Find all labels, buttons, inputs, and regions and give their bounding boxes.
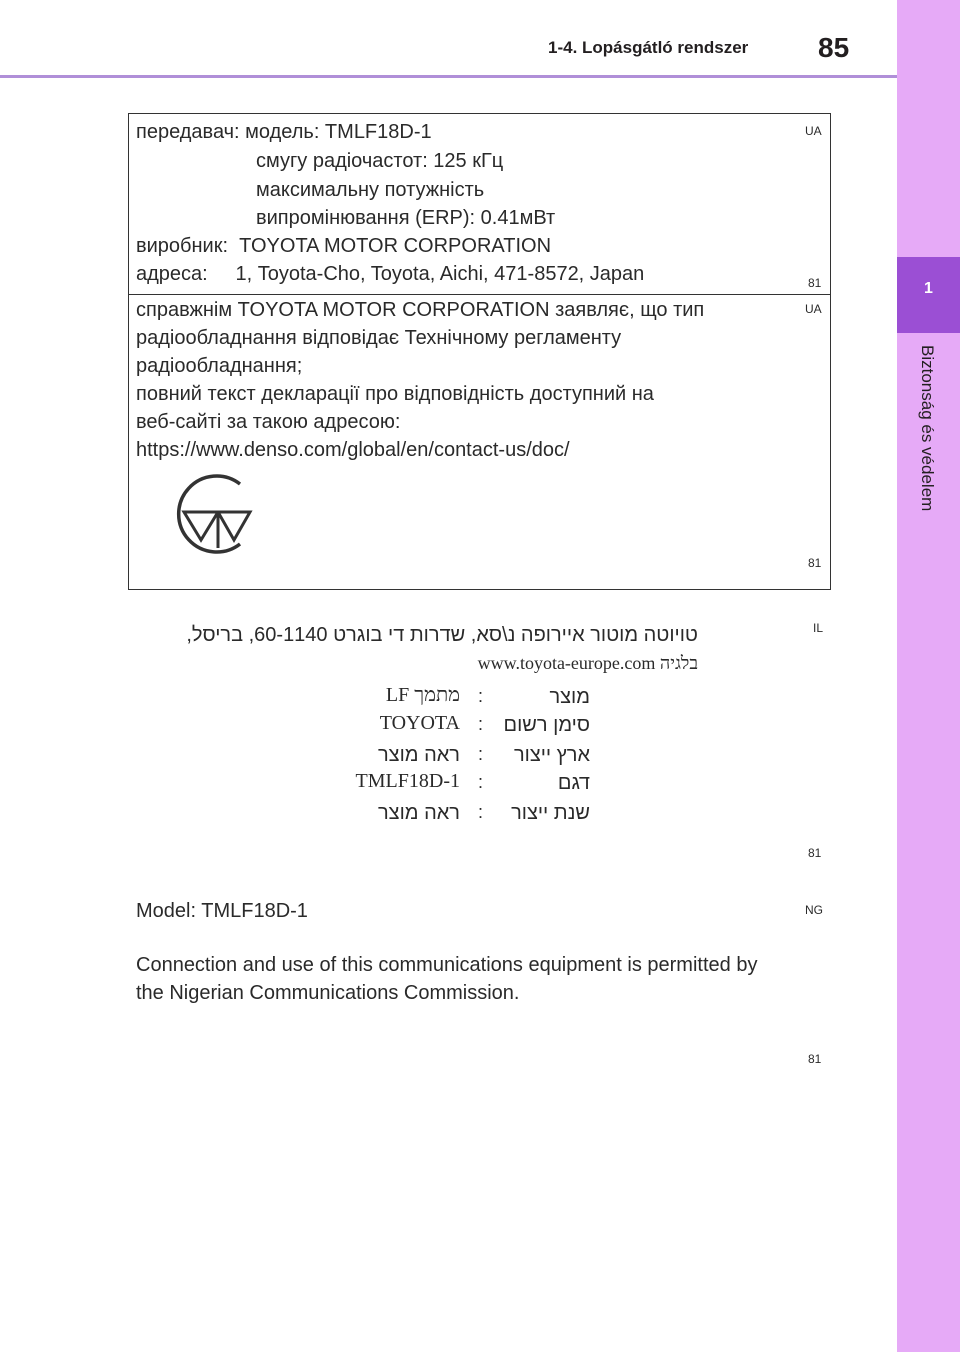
ua-decl-line-1: справжнім TOYOTA MOTOR CORPORATION заявляє, що тип [136, 299, 705, 321]
chapter-side-bar [897, 0, 960, 1352]
il-brand-label: סימן רשום [503, 714, 590, 736]
ua-figure-code: 81 [808, 556, 822, 570]
il-colon: : [478, 686, 484, 706]
il-colon: : [478, 744, 484, 764]
il-country-label: ארץ ייצור [513, 744, 590, 766]
ua-decl-line-3: радіообладнання; [136, 355, 303, 377]
header-divider [0, 75, 897, 78]
ua-decl-line-5: веб-сайті за такою адресою: [136, 411, 401, 433]
il-product-value: מתמך LF [385, 684, 460, 706]
ua-decl-line-4: повний текст декларації про відповідність доступний на [136, 383, 654, 405]
il-country-code: IL [813, 621, 824, 635]
ua-line-erp: випромінювання (ERP): 0.41мВт [256, 207, 556, 229]
ua-line-address: адреса: 1, Toyota-Cho, Toyota, Aichi, 471-8572, Japan [136, 263, 645, 285]
ng-country-code: NG [805, 903, 823, 917]
il-year-value: ראה מוצר [378, 802, 460, 824]
ua-figure-code: 81 [808, 276, 822, 290]
ua-decl-line-2: радіообладнання відповідає Технічному регламенту [136, 327, 622, 349]
il-country-value: ראה מוצר [378, 744, 460, 766]
il-colon: : [478, 714, 484, 734]
section-title: 1-4. Lopásgátló rendszer [548, 38, 749, 57]
ng-permission-line-2: the Nigerian Communications Commission. [136, 982, 520, 1004]
ua-line-manufacturer: виробник: TOYOTA MOTOR CORPORATION [136, 235, 552, 257]
chapter-label: Biztonság és védelem [918, 345, 937, 512]
ua-conformity-mark-icon [170, 472, 254, 556]
il-figure-code: 81 [808, 846, 822, 860]
ng-figure-code: 81 [808, 1052, 822, 1066]
ua-decl-url: https://www.denso.com/global/en/contact-us/doc/ [136, 439, 570, 461]
il-colon: : [478, 772, 484, 792]
il-importer-website: בלגיה www.toyota-europe.com [477, 653, 698, 673]
ng-permission-line-1: Connection and use of this communications equipment is permitted by [136, 954, 758, 976]
il-product-label: מוצר [549, 686, 590, 708]
ua-line-frequency: смугу радіочастот: 125 кГц [256, 150, 504, 172]
il-brand-value: TOYOTA [379, 712, 460, 734]
ua-line-power: максимальну потужність [256, 179, 485, 201]
ua-line-transmitter: передавач: модель: TMLF18D-1 [136, 121, 432, 143]
il-year-label: שנת ייצור [511, 802, 590, 824]
ua-country-code: UA [805, 302, 822, 316]
ua-country-code: UA [805, 124, 822, 138]
page-number: 85 [818, 32, 850, 63]
il-importer-line: טויוטה מוטור איירופה נ\סא, שדרות די בוגרט 60-1140, בריסל, [186, 624, 698, 646]
il-model-label: דגם [557, 772, 590, 794]
chapter-number: 1 [924, 280, 933, 297]
il-model-value: TMLF18D-1 [355, 770, 460, 792]
il-colon: : [478, 802, 484, 822]
ng-model: Model: TMLF18D-1 [136, 900, 308, 922]
